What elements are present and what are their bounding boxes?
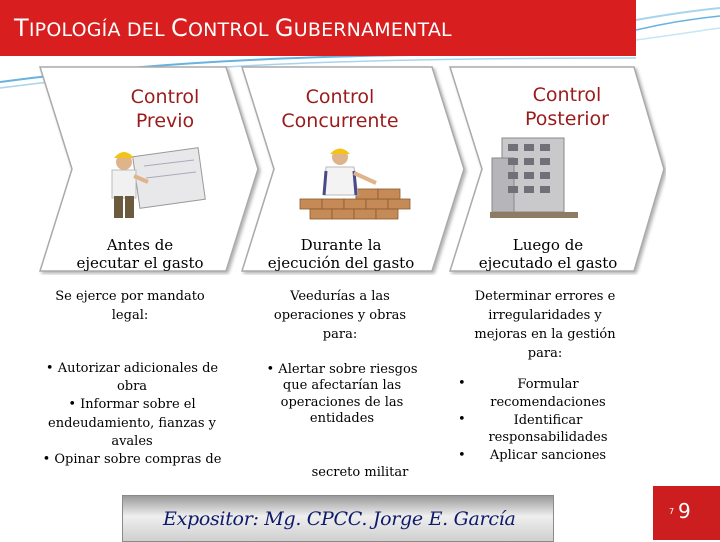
middle-text-concurrente: Veedurías a las operaciones y obras para: xyxy=(273,289,407,342)
subtitle-concurrente: Durante la ejecución del gasto xyxy=(267,236,415,272)
construction-worker-icon xyxy=(296,143,416,223)
list-previo xyxy=(40,360,224,469)
bullet-1: • xyxy=(458,376,466,391)
list-item: entidades xyxy=(309,410,375,426)
page-number-small: 7 xyxy=(669,507,675,516)
header-control-previo: Control Previo xyxy=(130,86,200,132)
header-control-posterior: Control Posterior xyxy=(525,84,609,130)
list-item: que afectarían las xyxy=(282,378,402,394)
list-item: • Opinar sobre compras de xyxy=(42,451,222,467)
header-control-concurrente: Control Concurrente xyxy=(281,86,399,132)
list-item: avales xyxy=(111,433,153,449)
list-item: Aplicar sanciones xyxy=(489,448,607,464)
list-item: Identificar xyxy=(513,412,583,428)
list-item: • Autorizar adicionales de xyxy=(45,361,219,376)
subtitle-posterior: Luego de ejecutado el gasto xyxy=(478,236,618,272)
list-item: operaciones de las xyxy=(280,394,404,410)
bullet-3: • xyxy=(458,448,466,463)
list-item: obra xyxy=(116,379,148,395)
list-item: endeudamiento, fianzas y xyxy=(48,415,216,431)
page-number: 9 xyxy=(678,499,691,523)
list-item: Formular xyxy=(517,377,579,392)
list-item: responsabilidades xyxy=(488,430,608,446)
list-concurrente xyxy=(262,362,422,427)
presenter-name: Expositor: Mg. CPCC. Jorge E. García xyxy=(163,508,516,530)
list-item: recomendaciones xyxy=(490,394,606,410)
engineer-blueprint-icon xyxy=(96,146,206,220)
page-number-box xyxy=(653,486,720,540)
list-posterior xyxy=(476,376,620,465)
middle-text-previo: Se ejerce por mandato legal: xyxy=(55,289,205,323)
subtitle-previo: Antes de ejecutar el gasto xyxy=(76,236,204,272)
bullet-2: • xyxy=(458,412,466,427)
building-icon xyxy=(488,128,580,220)
secreto-militar-text: secreto militar xyxy=(311,465,409,480)
page-title: TIPOLOGÍA DEL CONTROL GUBERNAMENTAL xyxy=(14,14,452,42)
list-item: • Informar sobre el xyxy=(68,397,196,413)
list-item: • Alertar sobre riesgos xyxy=(266,362,418,377)
middle-text-posterior: Determinar errores e irregularidades y mejoras en la gestión para: xyxy=(474,289,616,361)
presenter-footer xyxy=(122,495,554,542)
title-bar xyxy=(0,0,636,56)
